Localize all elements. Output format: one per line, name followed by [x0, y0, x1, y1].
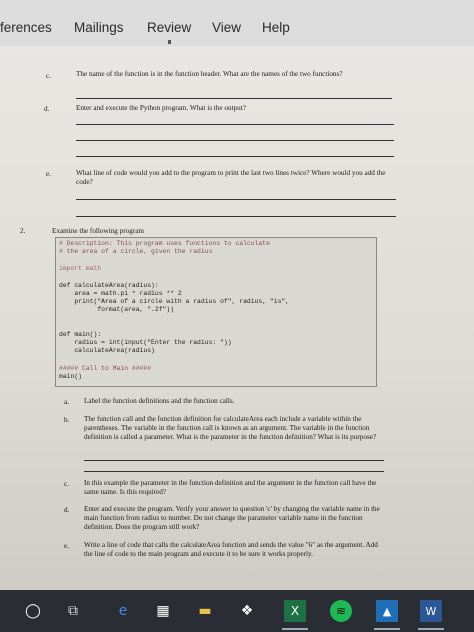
item-label-1e: e. — [46, 170, 51, 178]
code-line: import math — [59, 265, 102, 272]
code-line: radius = int(input("Enter the radius: ")) — [59, 339, 232, 346]
windows-taskbar — [0, 590, 474, 632]
active-app-indicator — [282, 628, 308, 630]
tab-mailings[interactable]: Mailings — [74, 20, 124, 35]
code-line: main() — [59, 373, 83, 380]
item-label-2d: d. — [64, 506, 70, 514]
question-1d: Enter and execute the Python program. What is the output? — [76, 104, 246, 112]
code-line: def main(): — [59, 331, 102, 338]
code-line: calculateArea(radius) — [59, 347, 155, 354]
item-label-2a: a. — [64, 398, 69, 406]
item-label-1d: d. — [44, 105, 50, 113]
code-line: # Description: This program uses functions to calculate — [59, 240, 270, 247]
question-2d: Enter and execute the program. Verify your answer to question 'c' by changing the variable name in the main function from radius to number. Do not change the parameter variable name in the function definition. Does the program still work? — [84, 505, 380, 531]
word-ribbon-tabs — [0, 0, 474, 46]
answer-line[interactable] — [76, 199, 396, 200]
store-icon[interactable]: ▦ — [156, 603, 170, 619]
photos-icon[interactable]: ▲ — [376, 600, 398, 622]
answer-line[interactable] — [76, 124, 394, 125]
word-icon[interactable]: W — [420, 600, 442, 622]
item-label-2b: b. — [64, 416, 70, 424]
answer-line[interactable] — [76, 98, 392, 99]
active-app-indicator — [418, 628, 444, 630]
item-label-2c: c. — [64, 480, 69, 488]
cortana-icon[interactable]: ◯ — [25, 603, 41, 619]
question-2-title: Examine the following program — [52, 227, 145, 235]
question-1c: The name of the function is in the function header. What are the names of the two functions? — [76, 70, 343, 78]
code-line: # the area of a circle, given the radius — [59, 248, 213, 255]
document-page — [0, 46, 474, 590]
code-line: ##### Call to Main ##### — [59, 365, 152, 372]
tab-view[interactable]: View — [212, 20, 242, 35]
code-line: format(area, ".2f")) — [59, 306, 175, 313]
text-cursor — [168, 40, 171, 44]
excel-icon[interactable]: X — [284, 600, 306, 622]
item-label-1c: c. — [46, 72, 51, 80]
answer-line[interactable] — [76, 140, 394, 141]
spotify-icon[interactable]: ≋ — [330, 600, 352, 622]
task-view-icon[interactable]: ⧉ — [68, 603, 78, 619]
item-label-2e: e. — [64, 542, 69, 550]
question-2c: In this example the parameter in the function definition and the argument in the function call have the same name. Is this required? — [84, 479, 377, 496]
active-app-indicator — [374, 628, 400, 630]
code-line: print("Area of a circle with a radius of", radius, "is", — [59, 298, 290, 305]
dropbox-icon[interactable]: ❖ — [240, 603, 254, 619]
code-line: def calculateArea(radius): — [59, 282, 159, 289]
question-number-2: 2. — [20, 227, 26, 235]
tab-review[interactable]: Review — [147, 20, 192, 35]
tab-references[interactable]: ferences — [0, 20, 52, 35]
file-explorer-icon[interactable]: ▬ — [198, 603, 212, 619]
code-line: area = math.pi * radius ** 2 — [59, 290, 182, 297]
question-2e: Write a line of code that calls the calculateArea function and sends the value "6" as the argument. Add the line of code to the main program and execute it to be sure it works properly. — [84, 541, 378, 558]
tab-help[interactable]: Help — [262, 20, 290, 35]
answer-line[interactable] — [84, 460, 384, 461]
question-1e: What line of code would you add to the program to print the last two lines twice? Where would you add the code? — [76, 169, 386, 186]
question-2b: The function call and the function definition for calculateArea each include a variable within the parentheses. The variable in the function call is known as an argument. The variable in the function definition is called a parameter. What is the parameter in the function definition? What is its purpose? — [84, 415, 377, 441]
code-listing — [55, 237, 377, 387]
answer-line[interactable] — [84, 471, 384, 472]
answer-line[interactable] — [76, 216, 396, 217]
edge-icon[interactable]: e — [118, 603, 128, 619]
question-2a: Label the function definitions and the function calls. — [84, 397, 235, 405]
answer-line[interactable] — [76, 156, 394, 157]
